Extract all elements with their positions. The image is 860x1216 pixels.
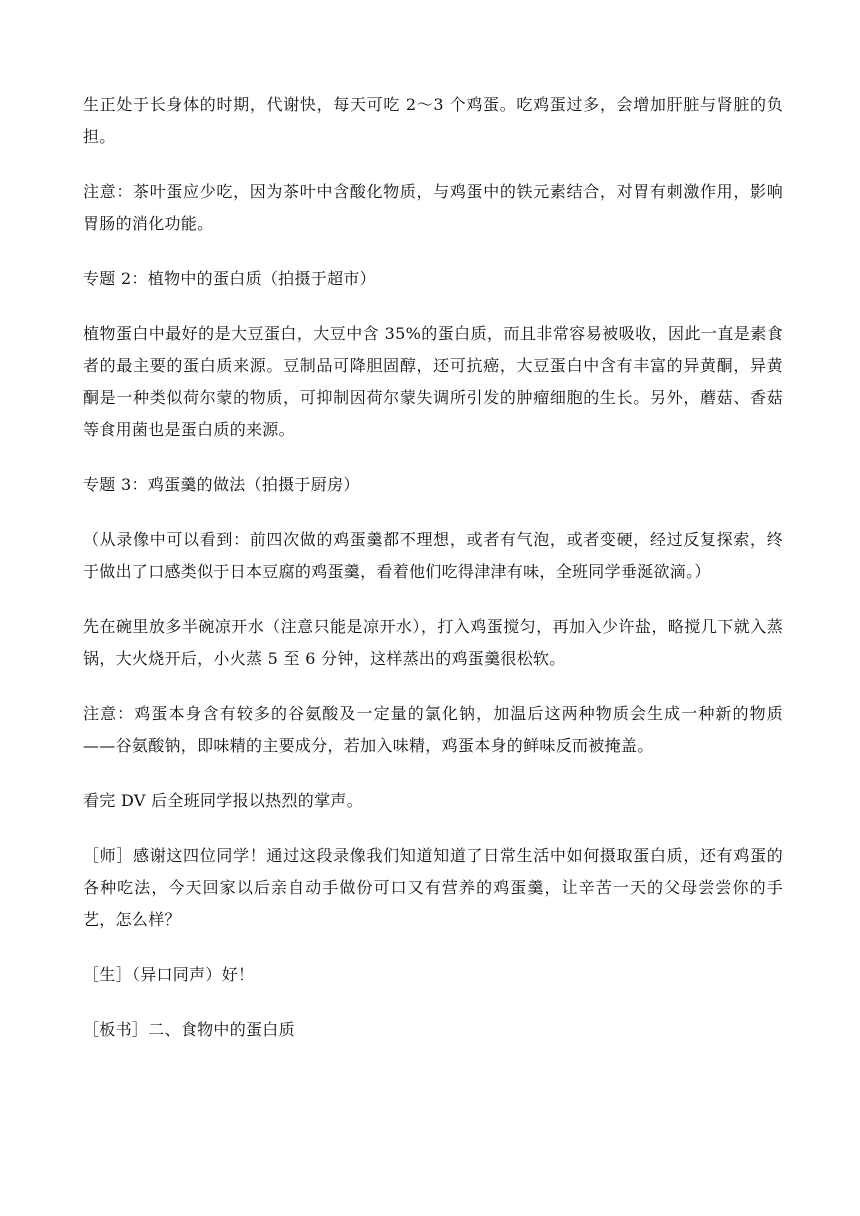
paragraph-plant-protein: 植物蛋白中最好的是大豆蛋白，大豆中含 35%的蛋白质，而且非常容易被吸收，因此一直是素食者的最主要的蛋白质来源。豆制品可降胆固醇，还可抗癌，大豆蛋白中含有丰富的异黄酮，异黄酮是一种类似荷尔蒙的物质，可抑制因荷尔蒙失调所引发的肿瘤细胞的生长。另外，蘑菇、香菇等食用菌也是蛋白质的来源。: [83, 324, 783, 439]
paragraph-egg-intake: 生正处于长身体的时期，代谢快，每天可吃 2～3 个鸡蛋。吃鸡蛋过多，会增加肝脏与肾脏的负担。: [83, 95, 783, 146]
paragraph-student-reply: ［生］（异口同声）好！: [83, 965, 255, 984]
paragraph-recipe-steps: 先在碗里放多半碗凉开水（注意只能是凉开水），打入鸡蛋搅匀，再加入少许盐，略搅几下就入蒸锅，大火烧开后，小火蒸 5 至 6 分钟，这样蒸出的鸡蛋羹很松软。: [83, 617, 783, 668]
paragraph-teacher-remark: ［师］感谢这四位同学！通过这段录像我们知道知道了日常生活中如何摄取蛋白质，还有鸡蛋的各种吃法，今天回家以后亲自动手做份可口又有营养的鸡蛋羹，让辛苦一天的父母尝尝你的手艺，怎么样？: [83, 846, 783, 929]
paragraph-blackboard-note: ［板书］二、食物中的蛋白质: [83, 1020, 295, 1039]
topic-3-heading: 专题 3：鸡蛋羹的做法（拍摄于厨房）: [83, 475, 360, 494]
paragraph-tea-egg-note: 注意：茶叶蛋应少吃，因为茶叶中含酸化物质，与鸡蛋中的铁元素结合，对胃有刺激作用，影响胃肠的消化功能。: [83, 182, 783, 233]
paragraph-applause: 看完 DV 后全班同学报以热烈的掌声。: [83, 791, 363, 810]
document-body: [83, 89, 783, 1069]
paragraph-msg-note: 注意：鸡蛋本身含有较多的谷氨酸及一定量的氯化钠，加温后这两种物质会生成一种新的物质——谷氨酸钠，即味精的主要成分，若加入味精，鸡蛋本身的鲜味反而被掩盖。: [83, 704, 783, 755]
topic-2-heading: 专题 2：植物中的蛋白质（拍摄于超市）: [83, 269, 376, 288]
paragraph-video-observation: （从录像中可以看到：前四次做的鸡蛋羹都不理想，或者有气泡，或者变硬，经过反复探索，终于做出了口感类似于日本豆腐的鸡蛋羹，看着他们吃得津津有味，全班同学垂涎欲滴。）: [83, 530, 783, 581]
